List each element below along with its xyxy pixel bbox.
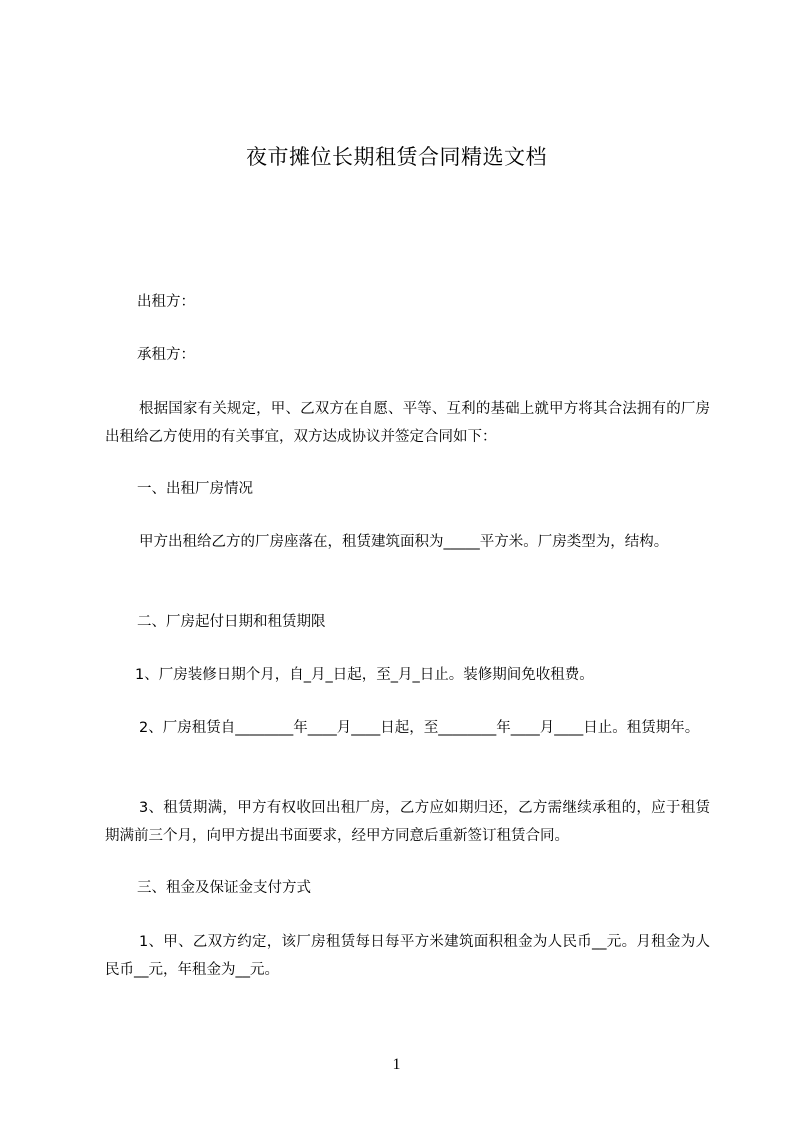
lessee-line: 承租方：	[137, 347, 195, 363]
section1-heading: 一、出租厂房情况	[137, 481, 253, 497]
section2-item-2: 2、厂房租赁自________年____月____日起，至________年____月____日止。租赁期年。	[139, 720, 700, 736]
document-title: 夜市摊位长期租赁合同精选文档	[246, 145, 547, 169]
intro-paragraph: 根据国家有关规定，甲、乙双方在自愿、平等、互利的基础上就甲方将其合法拥有的厂房出租给乙方使用的有关事宜，双方达成协议并签定合同如下：	[105, 401, 710, 445]
page-number: 1	[392, 1056, 401, 1073]
section3-heading: 三、租金及保证金支付方式	[137, 880, 311, 896]
section2-item-1: 1、厂房装修日期个月，自_月_日起，至_月_日止。装修期间免收租费。	[135, 667, 594, 683]
lessor-line: 出租方：	[137, 294, 195, 310]
section1-body: 甲方出租给乙方的厂房座落在，租赁建筑面积为_____平方米。厂房类型为，结构。	[139, 534, 669, 550]
section2-heading: 二、厂房起付日期和租赁期限	[137, 614, 326, 630]
section2-item-3: 3、租赁期满，甲方有权收回出租厂房，乙方应如期归还，乙方需继续承租的，应于租赁期满前三个月，向甲方提出书面要求，经甲方同意后重新签订租赁合同。	[105, 800, 710, 844]
section3-item-1: 1、甲、乙双方约定，该厂房租赁每日每平方米建筑面积租金为人民币__元。月租金为人民币__元，年租金为__元。	[105, 934, 710, 978]
